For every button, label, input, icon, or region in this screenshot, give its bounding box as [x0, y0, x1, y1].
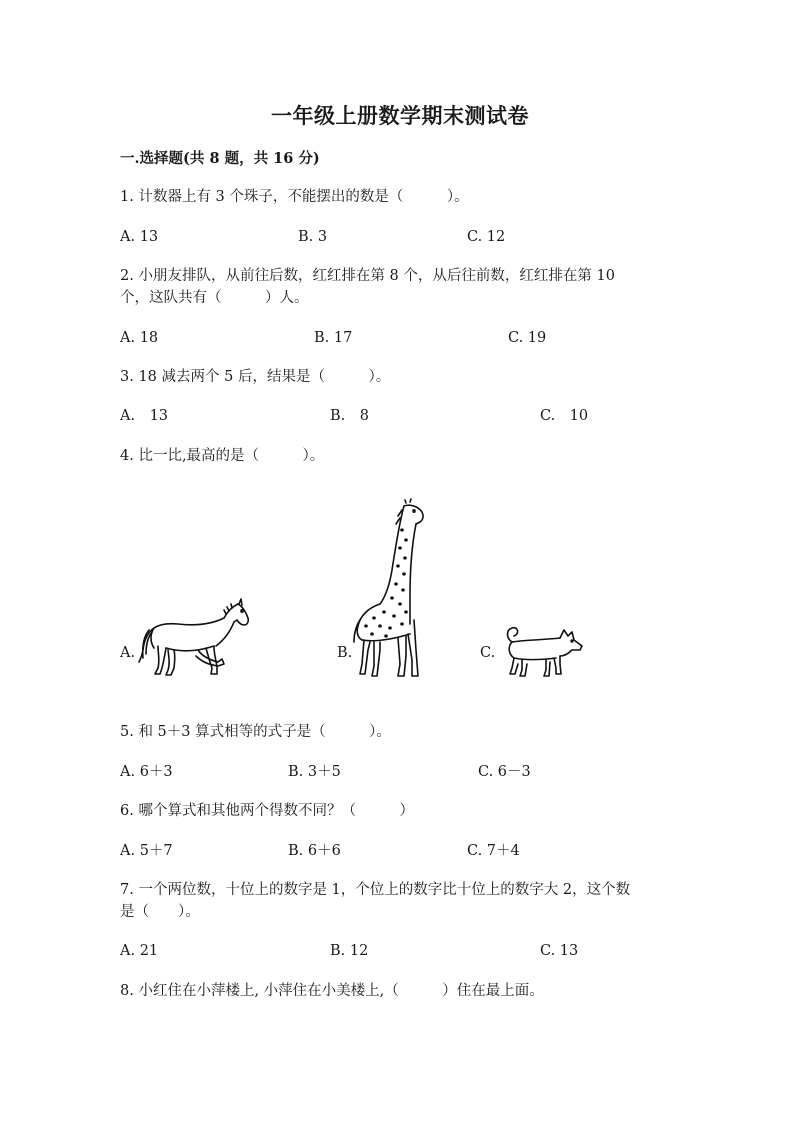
question-2-option-b[interactable]: B. 17: [314, 330, 353, 346]
question-7-option-c[interactable]: C. 13: [540, 943, 579, 959]
question-3-option-a[interactable]: A. 13: [120, 408, 169, 424]
page-title: 一年级上册数学期末测试卷: [271, 103, 529, 128]
question-8-stem: 8. 小红住在小萍楼上, 小萍住在小美楼上,（ ）住在最上面。: [120, 983, 544, 999]
question-5-stem: 5. 和 5＋3 算式相等的式子是（ ）。: [120, 724, 391, 740]
question-7-option-a[interactable]: A. 21: [120, 943, 159, 959]
question-1-option-a[interactable]: A. 13: [120, 229, 159, 245]
section-heading: 一.选择题(共 8 题，共 16 分): [120, 150, 320, 167]
question-7-option-b[interactable]: B. 12: [330, 943, 369, 959]
question-5-option-c[interactable]: C. 6－3: [478, 764, 531, 780]
question-4-option-b[interactable]: B.: [337, 645, 353, 661]
question-6-option-b[interactable]: B. 6＋6: [288, 843, 341, 859]
question-4-stem: 4. 比一比,最高的是（ ）。: [120, 448, 325, 464]
question-7-stem-line-1: 7. 一个两位数，十位上的数字是 1，个位上的数字比十位上的数字大 2，这个数: [120, 882, 631, 898]
question-1-option-b[interactable]: B. 3: [298, 229, 328, 245]
question-4-option-c[interactable]: C.: [480, 645, 496, 661]
question-4-option-a[interactable]: A.: [120, 645, 136, 661]
horse-picture: [138, 602, 250, 680]
question-6-stem: 6. 哪个算式和其他两个得数不同？（ ）: [120, 803, 414, 819]
question-6-option-c[interactable]: C. 7＋4: [467, 843, 520, 859]
question-2-stem-line-1: 2. 小朋友排队，从前往后数，红红排在第 8 个，从后往前数，红红排在第 10: [120, 268, 615, 284]
question-2-stem-line-2: 个，这队共有（ ）人。: [120, 290, 309, 306]
dog-picture: [500, 624, 584, 680]
question-3-option-b[interactable]: B. 8: [330, 408, 369, 424]
question-3-stem: 3. 18 减去两个 5 后，结果是（ ）。: [120, 369, 391, 385]
question-7-stem-line-2: 是（ ）。: [120, 904, 200, 920]
question-2-option-c[interactable]: C. 19: [508, 330, 547, 346]
question-6-option-a[interactable]: A. 5＋7: [120, 843, 173, 859]
question-3-option-c[interactable]: C. 10: [540, 408, 589, 424]
question-1-option-c[interactable]: C. 12: [467, 229, 506, 245]
question-2-option-a[interactable]: A. 18: [120, 330, 159, 346]
question-5-option-a[interactable]: A. 6＋3: [120, 764, 173, 780]
giraffe-picture: [350, 500, 432, 680]
question-5-option-b[interactable]: B. 3＋5: [288, 764, 341, 780]
question-1-stem: 1. 计数器上有 3 个珠子，不能摆出的数是（ ）。: [120, 189, 469, 205]
